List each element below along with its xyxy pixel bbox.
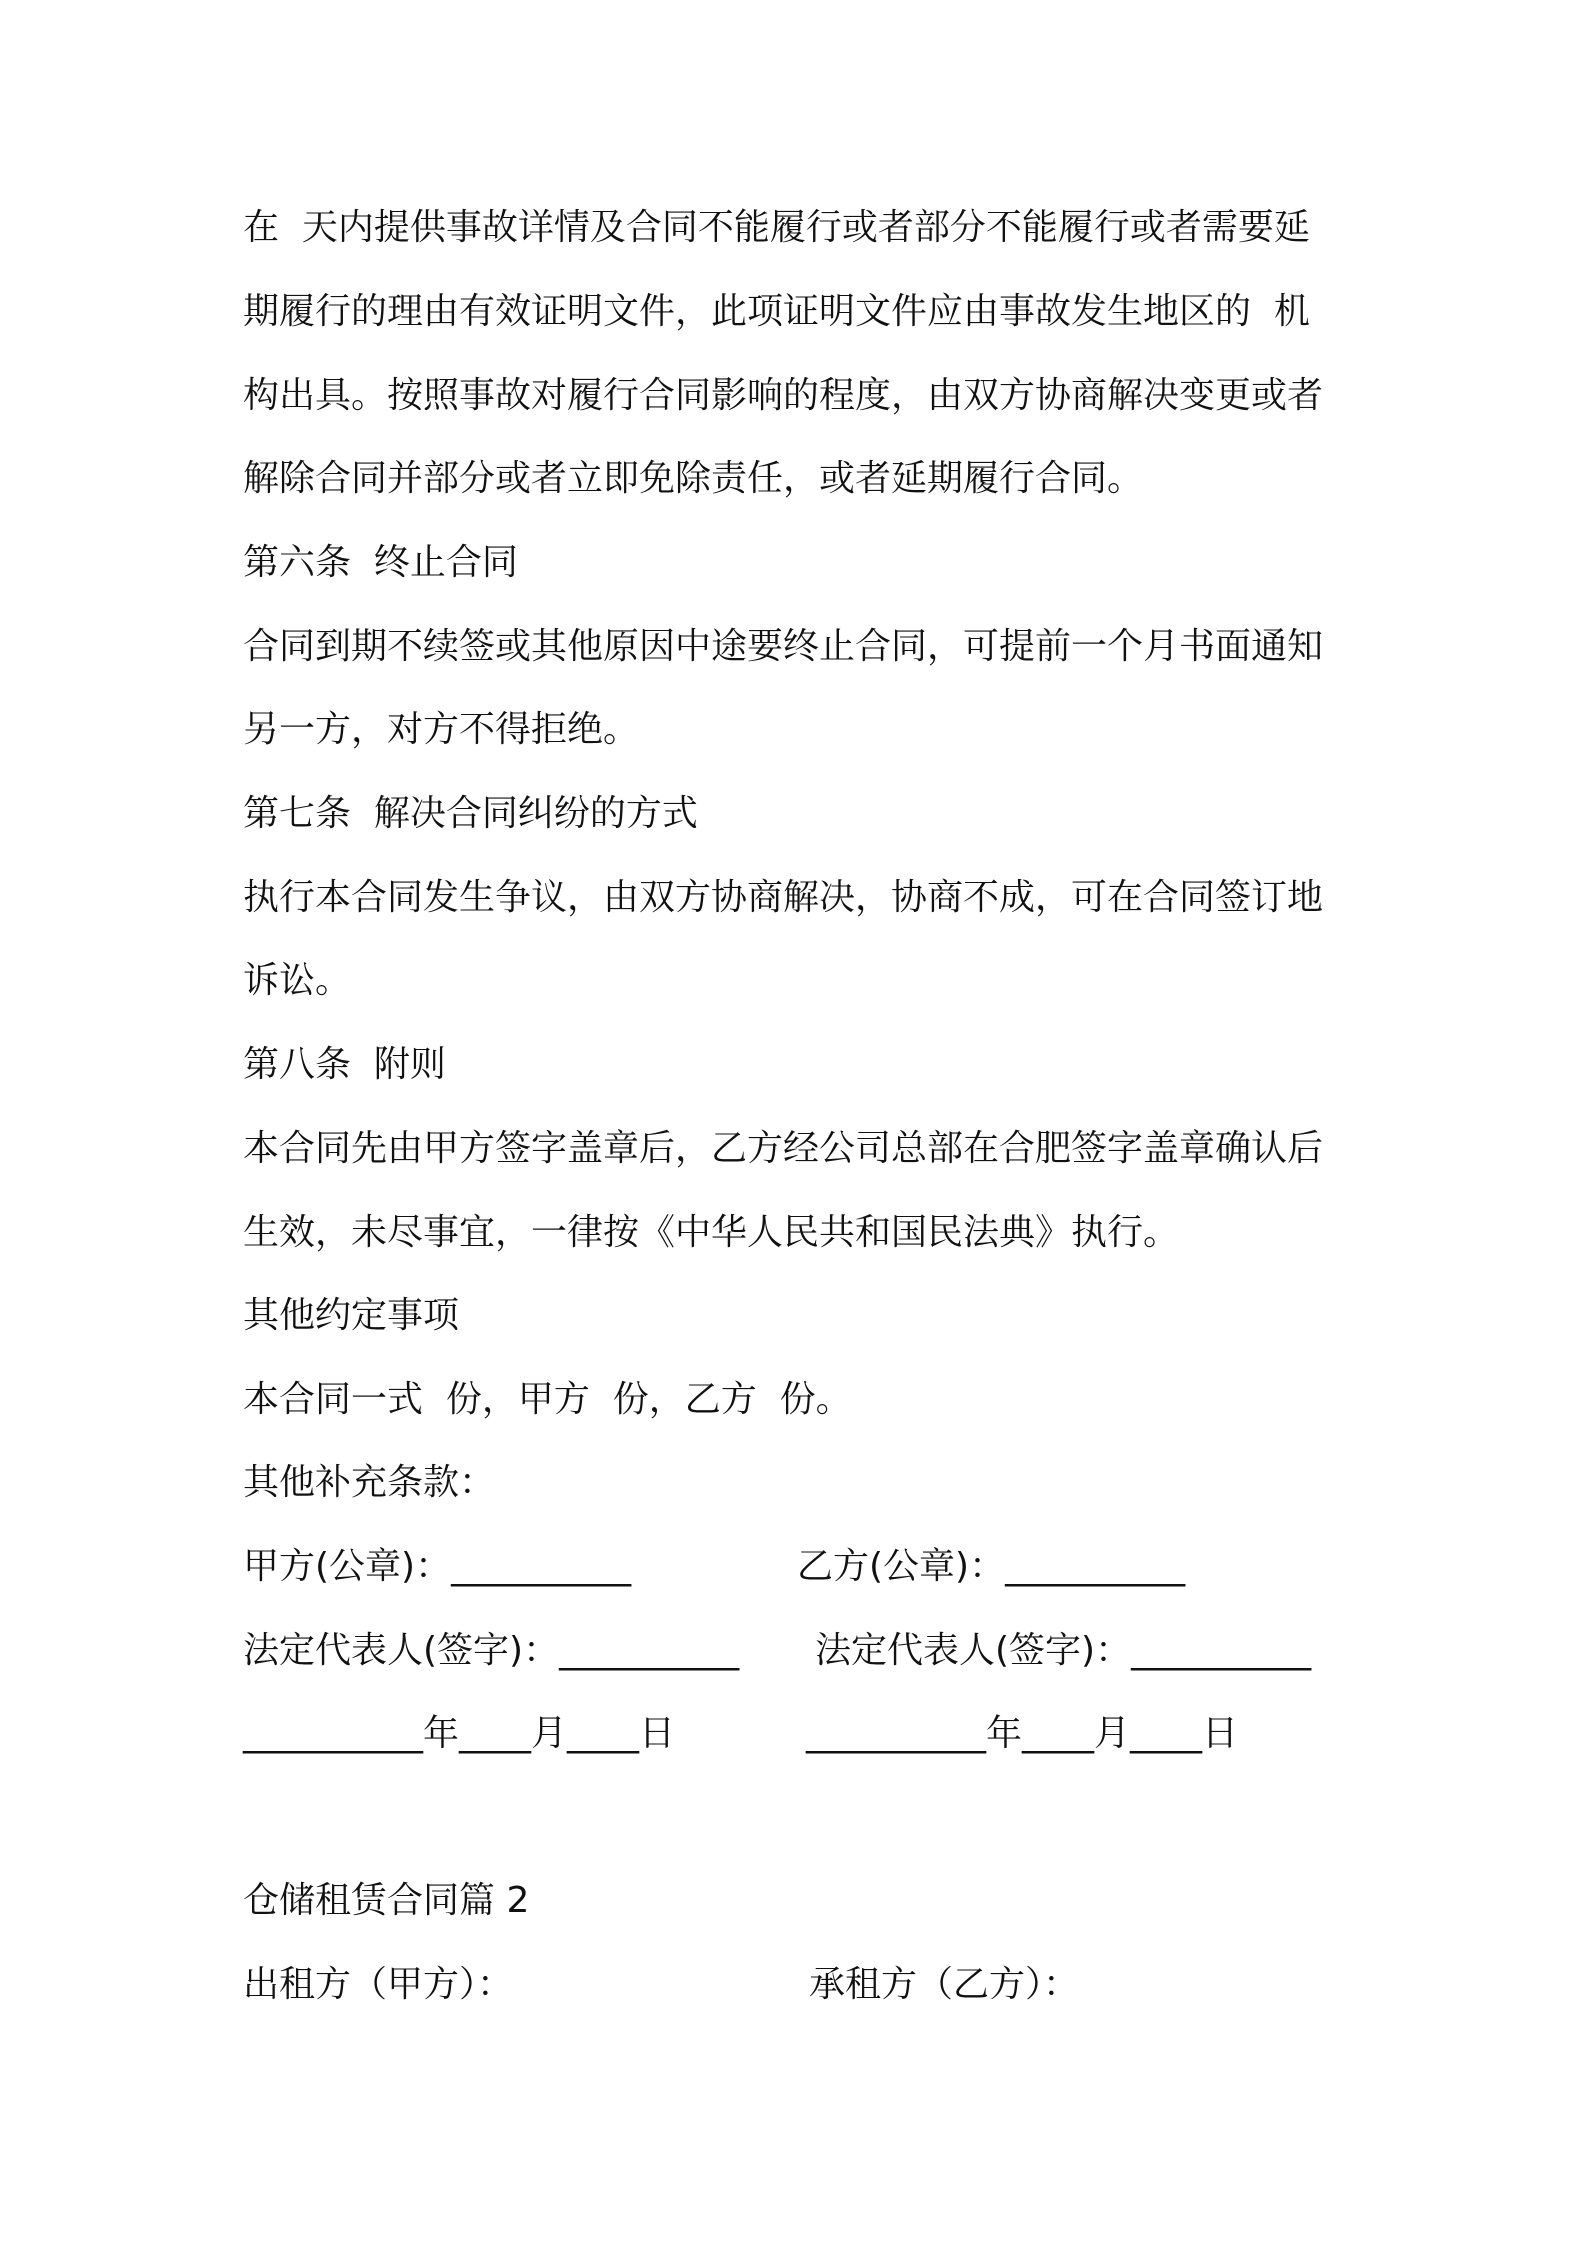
article-7-heading: 第七条 解决合同纠纷的方式 [243,793,698,834]
party-b-representative-field: 法定代表人(签字)：__________ [815,1630,1312,1671]
paragraph-line: 构出具。按照事故对履行合同影响的程度，由双方协商解决变更或者 [243,375,1324,416]
supplement-line: 其他补充条款： [243,1462,496,1503]
paragraph-line: 在 天内提供事故详情及合同不能履行或者部分不能履行或者需要延 [243,207,1310,248]
paragraph-line: 生效，未尽事宜，一律按《中华人民共和国民法典》执行。 [243,1212,1180,1253]
next-contract-title: 仓储租赁合同篇 2 [243,1880,530,1921]
party-b-seal-field: 乙方(公章)：__________ [797,1546,1186,1587]
other-terms-heading: 其他约定事项 [243,1295,460,1336]
party-a-date-field: __________年____月____日 [243,1713,675,1754]
party-a-representative-field: 法定代表人(签字)：__________ [243,1630,740,1671]
paragraph-line: 执行本合同发生争议，由双方协商解决，协商不成，可在合同签订地 [243,877,1324,918]
paragraph-line: 期履行的理由有效证明文件，此项证明文件应由事故发生地区的 机 [243,291,1310,332]
article-6-heading: 第六条 终止合同 [243,542,518,583]
paragraph-line: 合同到期不续签或其他原因中途要终止合同，可提前一个月书面通知 [243,626,1324,667]
paragraph-line: 另一方，对方不得拒绝。 [243,709,640,750]
paragraph-line: 解除合同并部分或者立即免除责任，或者延期履行合同。 [243,458,1144,499]
paragraph-line: 本合同先由甲方签字盖章后，乙方经公司总部在合肥签字盖章确认后 [243,1128,1324,1169]
copies-line: 本合同一式 份，甲方 份，乙方 份。 [243,1379,852,1420]
lessor-label: 出租方（甲方）： [243,1964,514,2005]
party-a-seal-field: 甲方(公章)：__________ [243,1546,632,1587]
article-8-heading: 第八条 附则 [243,1044,446,1085]
lessee-label: 承租方（乙方）： [809,1964,1080,2005]
paragraph-line: 诉讼。 [243,960,352,1001]
party-b-date-field: __________年____月____日 [806,1713,1238,1754]
